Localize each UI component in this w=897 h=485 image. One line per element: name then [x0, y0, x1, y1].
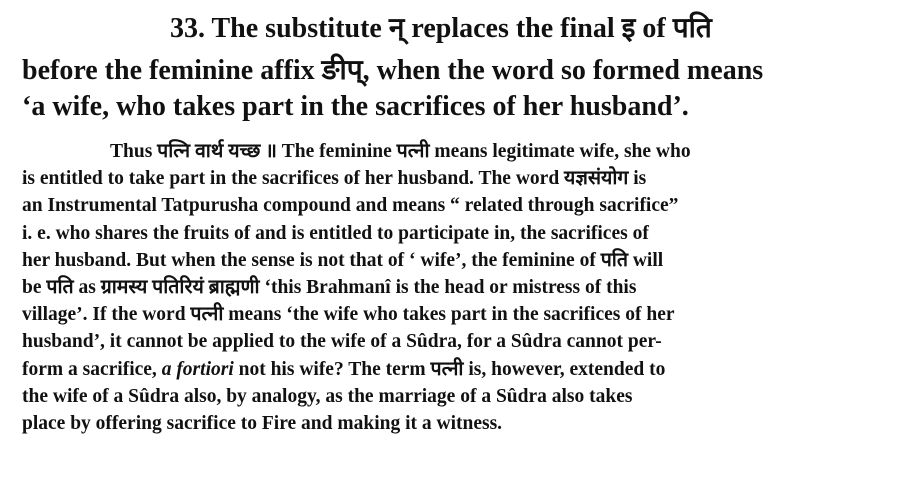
commentary-line-11: place by offering sacrifice to Fire and making it a witness.: [22, 413, 503, 435]
commentary-line-3: an Instrumental Tatpurusha compound and means “ related through sacrifice”: [22, 195, 679, 217]
commentary-line-1: Thus पत्नि वार्थ यच्छ ॥ The feminine पत्नी means legitimate wife, she who: [110, 141, 691, 162]
sutra-line-3: ‘a wife, who takes part in the sacrifices of her husband’.: [22, 91, 689, 122]
commentary-line-5: her husband. But when the sense is not that of ‘ wife’, the feminine of पति will: [22, 249, 664, 271]
commentary-line-4: i. e. who shares the fruits of and is entitled to participate in, the sacrifices of: [22, 222, 649, 244]
commentary-line-9: [22, 356, 882, 383]
sutra-line-2: before the feminine affix ङीप्, when the word so formed means: [22, 55, 764, 86]
commentary-line-9-end: not his wife? The term पत्नी is, however, extended to: [233, 358, 666, 380]
commentary-line-7: village’. If the word पत्नी means ‘the wife who takes part in the sacrifices of her: [22, 304, 675, 326]
commentary-line-2: is entitled to take part in the sacrifices of her husband. The word यज्ञसंयोग is: [22, 168, 647, 190]
latin-phrase: a fortiori: [161, 358, 234, 380]
sutra-line-1: 33. The substitute न् replaces the final इ of पति: [170, 13, 712, 44]
commentary-paragraph: [22, 138, 882, 437]
commentary-line-8: husband’, it cannot be applied to the wife of a Sûdra, for a Sûdra cannot per-: [22, 331, 662, 353]
commentary-line-6: be पति as ग्रामस्य पतिरियं ब्राह्मणी ‘this Brahmanî is the head or mistress of this: [22, 277, 637, 299]
commentary-line-10: the wife of a Sûdra also, by analogy, as the marriage of a Sûdra also takes: [22, 385, 633, 407]
commentary-line-9-start: form a sacrifice,: [22, 358, 162, 380]
